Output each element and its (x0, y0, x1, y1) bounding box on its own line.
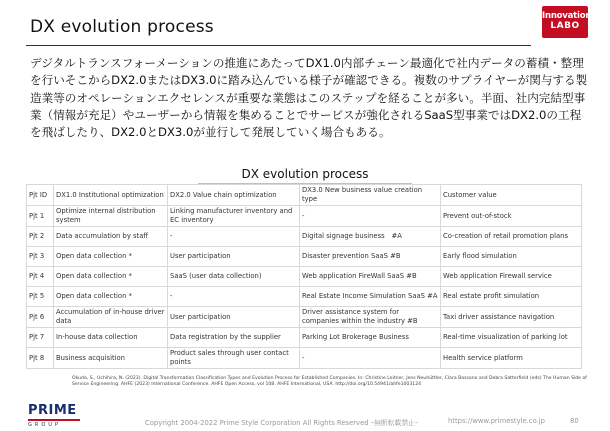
dx-evolution-table (26, 184, 582, 369)
citation-text: Okuda, S., Uchihira, N. (2023). Digital Transformation Classification Types and Evolution Process for Established Companies. In: Christine Leitner, Jens Neuhüttler, Clara Bassano and Debra Satterfield (eds) The Human Side of Service Engineering. AHFE (2023) International Conference. AHFE Open Access, vol 108. AHFE International, USA. http://doi.org/10.54941/ahfe1003124 (72, 376, 587, 388)
cell-customer-value: Prevent out-of-stock (441, 206, 582, 227)
cell-pjt-id: Pjt 2 (27, 227, 54, 247)
prime-group-logo (28, 404, 88, 426)
cell-pjt-id: Pjt 8 (27, 348, 54, 369)
cell-pjt-id: Pjt 7 (27, 328, 54, 348)
cell-dx3: Driver assistance system for companies within the industry #B (300, 307, 441, 328)
cell-pjt-id: Pjt 5 (27, 287, 54, 307)
logo-word: PRIME (28, 403, 77, 418)
cell-dx1: Business acquisition (54, 348, 168, 369)
title-divider (26, 45, 531, 46)
cell-dx2: - (168, 287, 300, 307)
cell-pjt-id: Pjt 3 (27, 247, 54, 267)
cell-dx2: - (168, 227, 300, 247)
copyright-text: Copyright 2004-2022 Prime Style Corporation All Rights Reserved –無断転載禁止– (145, 419, 419, 427)
cell-dx3: Real Estate Income Simulation SaaS #A (300, 287, 441, 307)
table-row (27, 227, 582, 247)
header-dx3: DX3.0 New business value creation type (300, 185, 441, 206)
logo-sub: GROUP (28, 422, 61, 428)
cell-dx3: Web application FireWall SaaS #B (300, 267, 441, 287)
table-row (27, 287, 582, 307)
cell-dx2: Linking manufacturer inventory and EC inventory (168, 206, 300, 227)
cell-dx1: Data accumulation by staff (54, 227, 168, 247)
cell-customer-value: Health service platform (441, 348, 582, 369)
cell-pjt-id: Pjt 1 (27, 206, 54, 227)
body-paragraph: デジタルトランスフォーメーションの推進にあたってDX1.0内部チェーン最適化で社内データの蓄積・整理を行いそこからDX2.0またはDX3.0に踏み込んでいる様子が確認できる。複数のサプライヤーが関与する製造業等のオペレーションエクセレンスが重要な業態はこのステップを経ることが多い。半面、社内完結型事業（情報が充足）やユーザーから情報を集めることでサービスが強化されるSaaS型事業ではDX2.0の工程を飛ばしたり、DX2.0とDX3.0が並行して発展していく場合もある。 (30, 56, 588, 140)
cell-customer-value: Taxi driver assistance navigation (441, 307, 582, 328)
footer-url: https://www.primestyle.co.jp (448, 417, 545, 425)
cell-dx1: Open data collection * (54, 247, 168, 267)
cell-dx3: - (300, 348, 441, 369)
table-row (27, 307, 582, 328)
innovation-labo-logo (542, 6, 592, 38)
cell-dx2: Product sales through user contact points (168, 348, 300, 369)
cell-dx3: - (300, 206, 441, 227)
cell-dx1: In-house data collection (54, 328, 168, 348)
cell-dx2: User participation (168, 307, 300, 328)
page-number: 80 (570, 417, 579, 425)
cell-customer-value: Web application Firewall service (441, 267, 582, 287)
cell-dx2: SaaS (user data collection) (168, 267, 300, 287)
table-title: DX evolution process (241, 167, 369, 181)
cell-customer-value: Early flood simulation (441, 247, 582, 267)
table-header-row (27, 185, 582, 206)
cell-dx1: Optimize internal distribution system (54, 206, 168, 227)
table-row (27, 247, 582, 267)
logo-bar (28, 419, 80, 421)
cell-dx3: Parking Lot Brokerage Business (300, 328, 441, 348)
cell-dx3: Digital signage business #A (300, 227, 441, 247)
cell-customer-value: Co-creation of retail promotion plans (441, 227, 582, 247)
cell-pjt-id: Pjt 6 (27, 307, 54, 328)
cell-pjt-id: Pjt 4 (27, 267, 54, 287)
header-pjt-id: Pjt ID (27, 185, 54, 206)
table-row (27, 267, 582, 287)
header-dx2: DX2.0 Value chain optimization (168, 185, 300, 206)
logo-line2: LABO (550, 21, 580, 31)
logo-line1: Innovation (542, 11, 592, 21)
header-customer-value: Customer value (441, 185, 582, 206)
cell-dx1: Accumulation of in-house driver data (54, 307, 168, 328)
table-row (27, 348, 582, 369)
cell-dx1: Open data collection * (54, 267, 168, 287)
cell-dx2: User participation (168, 247, 300, 267)
page-title: DX evolution process (30, 17, 214, 37)
header-dx1: DX1.0 Institutional optimization (54, 185, 168, 206)
table-row (27, 328, 582, 348)
cell-dx1: Open data collection * (54, 287, 168, 307)
table-row (27, 206, 582, 227)
cell-dx2: Data registration by the supplier (168, 328, 300, 348)
cell-customer-value: Real-time visualization of parking lot (441, 328, 582, 348)
cell-dx3: Disaster prevention SaaS #B (300, 247, 441, 267)
cell-customer-value: Real estate profit simulation (441, 287, 582, 307)
